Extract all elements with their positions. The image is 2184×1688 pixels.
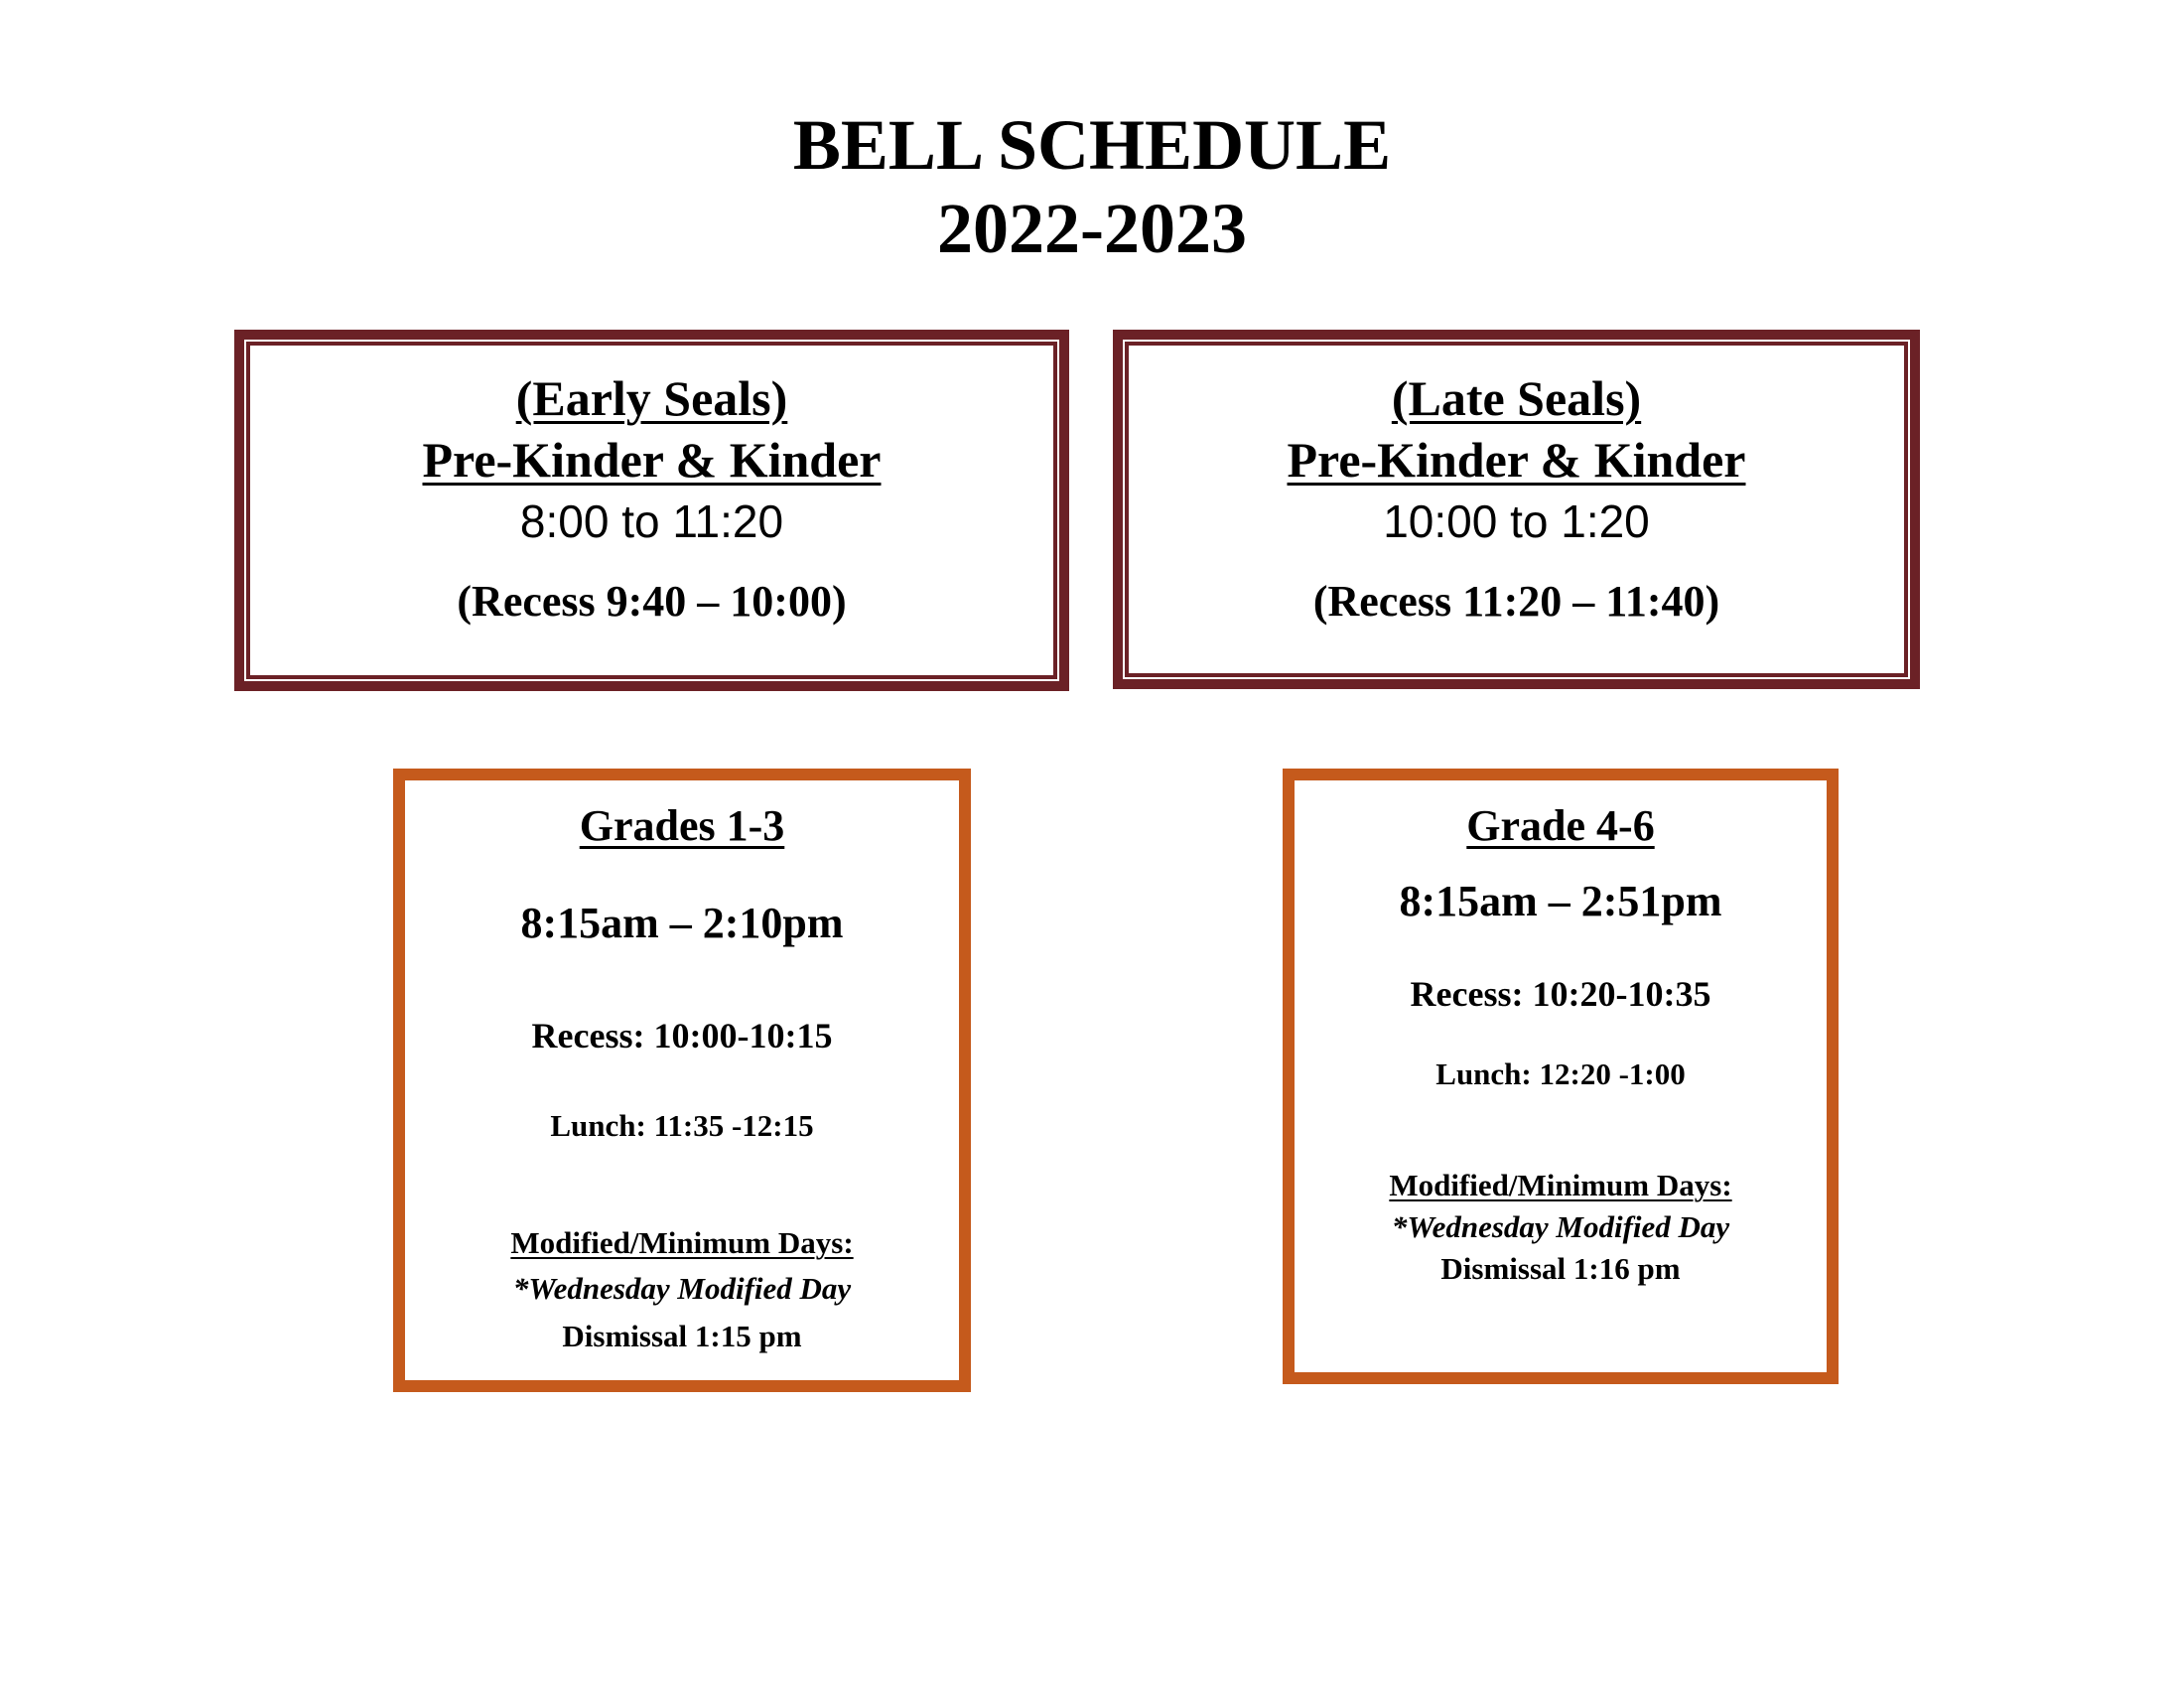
late-seals-box [1113,330,1920,689]
late-seals-time: 10:00 to 1:20 [1383,495,1650,547]
grades-4-6-time: 8:15am – 2:51pm [1399,877,1722,925]
grades-4-6-modified-note: *Wednesday Modified Day [1391,1209,1730,1244]
early-seals-time: 8:00 to 11:20 [519,495,784,547]
late-seals-recess: (Recess 11:20 – 11:40) [1312,577,1720,626]
grades-1-3-time: 8:15am – 2:10pm [520,899,844,947]
school-year: 2022-2023 [937,189,1247,268]
grades-1-3-heading: Grades 1-3 [579,801,785,850]
grades-4-6-dismissal: Dismissal 1:16 pm [1440,1251,1681,1286]
grades-4-6-modified-heading: Modified/Minimum Days: [1389,1168,1732,1202]
page-title: BELL SCHEDULE [792,105,1392,185]
grades-1-3-modified-note: *Wednesday Modified Day [512,1271,852,1306]
early-seals-recess: (Recess 9:40 – 10:00) [457,577,847,626]
grades-4-6-box [1283,769,1839,1384]
early-seals-heading: (Early Seals) [515,370,788,426]
grades-1-3-lunch: Lunch: 11:35 -12:15 [550,1108,814,1143]
late-seals-heading: (Late Seals) [1391,370,1642,426]
grades-1-3-dismissal: Dismissal 1:15 pm [562,1319,802,1353]
grades-1-3-modified-heading: Modified/Minimum Days: [510,1225,854,1260]
early-seals-grade-heading: Pre-Kinder & Kinder [422,432,882,488]
early-seals-box [234,330,1069,691]
late-seals-grade-heading: Pre-Kinder & Kinder [1287,432,1746,488]
grades-4-6-heading: Grade 4-6 [1466,801,1655,850]
grades-1-3-box [393,769,971,1392]
grades-4-6-recess: Recess: 10:20-10:35 [1410,974,1711,1014]
grades-4-6-lunch: Lunch: 12:20 -1:00 [1435,1056,1686,1091]
grades-1-3-recess: Recess: 10:00-10:15 [531,1016,833,1055]
